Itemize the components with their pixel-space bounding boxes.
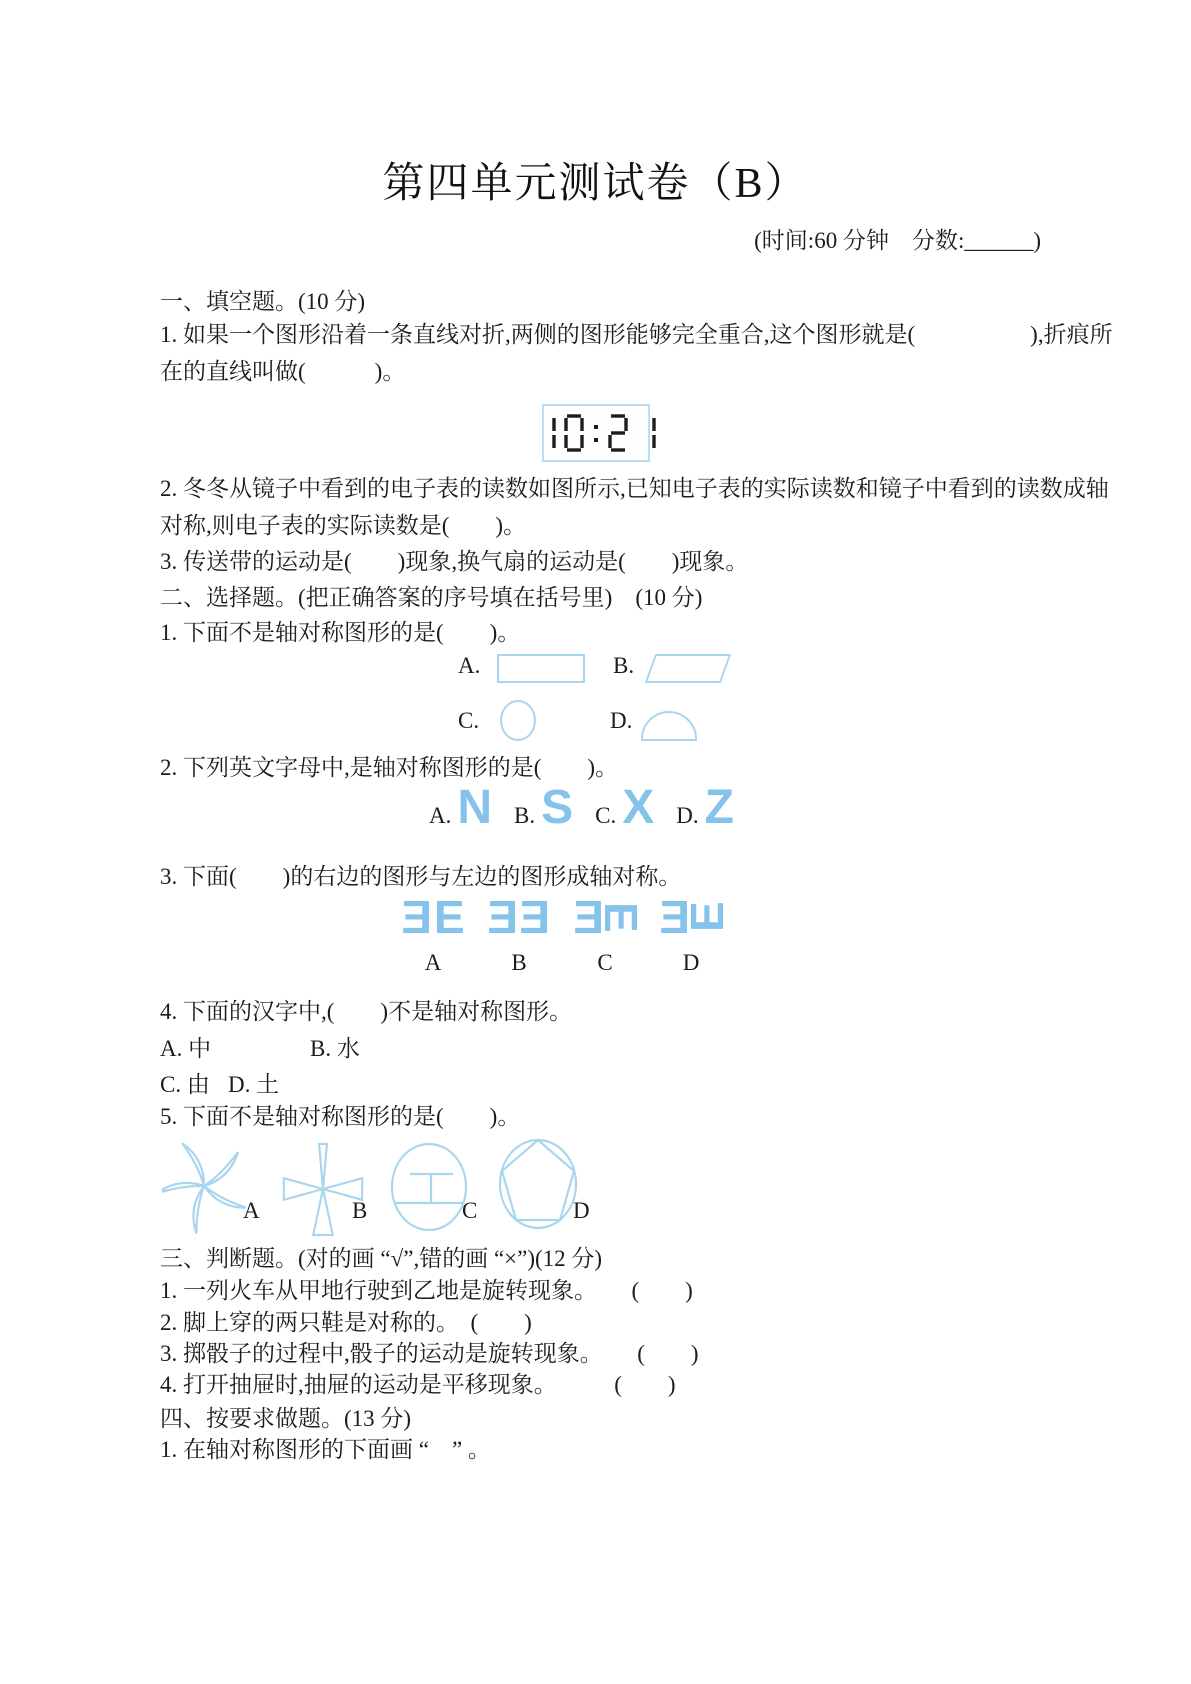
e-glyph-flip: E: [573, 891, 604, 943]
s1-q2-line2: 对称,则电子表的实际读数是( )。: [160, 513, 527, 538]
e-pair-b-glyphs: [485, 891, 553, 943]
section-3-heading: 三、判断题。(对的画 “√”,错的画 “×”)(12 分): [160, 1246, 603, 1271]
ellipse-shape: [500, 700, 536, 741]
e-pair-a: E E A: [399, 894, 467, 976]
semicircle-shape: [641, 711, 697, 741]
letter-option-a: A. N: [429, 781, 493, 834]
e-glyph-flip: E: [519, 891, 550, 943]
digital-clock: [542, 404, 650, 462]
letter-z: Z: [704, 781, 734, 834]
e-glyph-flip: E: [401, 891, 432, 943]
section-4-heading: 四、按要求做题。(13 分): [160, 1406, 412, 1431]
s2-q4-option-d: D. 土: [228, 1072, 280, 1097]
letter-n: N: [457, 781, 493, 834]
e-pair-b: E E B: [485, 894, 553, 976]
parallelogram-shape: [645, 654, 732, 683]
s2-q4-option-c: C. 由: [160, 1072, 210, 1097]
pinwheel-shape: [162, 1138, 246, 1236]
s2-q5-label-a: A: [243, 1198, 260, 1223]
s3-item-2: 2. 脚上穿的两只鞋是对称的。 ( ): [160, 1310, 532, 1335]
clock-digits: [534, 413, 658, 453]
rectangle-shape: [497, 654, 585, 683]
letter-option-b: B. S: [514, 781, 574, 834]
clock-digit: [534, 413, 558, 453]
s2-q5-label-b: B: [352, 1198, 368, 1223]
circle-tee-shape: [389, 1141, 469, 1233]
s3-item-3: 3. 掷骰子的过程中,骰子的运动是旋转现象。 ( ): [160, 1341, 699, 1366]
s2-q1-option-c-label: C.: [458, 708, 480, 733]
letter-option-d: D. Z: [676, 781, 734, 834]
s4-q1-text: 1. 在轴对称图形的下面画 “ ” 。: [160, 1437, 491, 1462]
pentagon-circle-shape: [496, 1138, 580, 1234]
s2-q3-text: 3. 下面( )的右边的图形与左边的图形成轴对称。: [160, 864, 682, 889]
e-glyph-normal: E: [434, 891, 465, 943]
s2-q5-text: 5. 下面不是轴对称图形的是( )。: [160, 1104, 521, 1129]
s2-q1-option-a-label: A.: [458, 653, 481, 678]
s2-q2-letter-options: [429, 781, 734, 834]
page-title: 第四单元测试卷（B）: [382, 161, 809, 207]
clock-colon: [590, 413, 602, 453]
e-glyph-flip: E: [659, 891, 690, 943]
e-glyph-cw: E: [595, 902, 647, 933]
s2-q1-text: 1. 下面不是轴对称图形的是( )。: [160, 620, 521, 645]
s2-q4-option-b: B. 水: [310, 1036, 360, 1061]
s2-q4-option-a: A. 中: [160, 1036, 212, 1061]
letter-option-c: C. X: [595, 781, 655, 834]
s2-q5-label-c: C: [462, 1198, 478, 1223]
s2-q1-option-b-label: B.: [613, 653, 635, 678]
e-pair-d: E E D: [657, 894, 725, 976]
s2-q5-label-d: D: [573, 1198, 590, 1223]
exam-time-score: (时间:60 分钟 分数:______): [754, 228, 1041, 253]
e-pair-c: E E C: [571, 894, 639, 976]
s2-q4-text: 4. 下面的汉字中,( )不是轴对称图形。: [160, 999, 573, 1024]
letter-x: X: [622, 781, 655, 834]
s1-q1-line2: 在的直线叫做( )。: [160, 359, 406, 384]
clock-digit: [606, 413, 630, 453]
section-1-heading: 一、填空题。(10 分): [160, 289, 366, 314]
s1-q1-line1: 1. 如果一个图形沿着一条直线对折,两侧的图形能够完全重合,这个图形就是( ),折痕所: [160, 322, 1113, 347]
s2-q2-text: 2. 下列英文字母中,是轴对称图形的是( )。: [160, 755, 619, 780]
letter-s: S: [541, 781, 574, 834]
e-glyph-ccw: E: [681, 901, 733, 932]
s1-q3: 3. 传送带的运动是( )现象,换气扇的运动是( )现象。: [160, 549, 749, 574]
e-pair-a-glyphs: [399, 891, 467, 943]
s2-q1-option-d-label: D.: [610, 708, 633, 733]
clock-digit: [562, 413, 586, 453]
e-glyph-flip: E: [487, 891, 518, 943]
section-2-heading: 二、选择题。(把正确答案的序号填在括号里) (10 分): [160, 585, 703, 610]
s3-item-4: 4. 打开抽屉时,抽屉的运动是平移现象。 ( ): [160, 1372, 676, 1397]
s1-q2-line1: 2. 冬冬从镜子中看到的电子表的读数如图所示,已知电子表的实际读数和镜子中看到的读数成轴: [160, 476, 1109, 501]
s3-item-1: 1. 一列火车从甲地行驶到乙地是旋转现象。 ( ): [160, 1278, 693, 1303]
clock-digit: [634, 413, 658, 453]
